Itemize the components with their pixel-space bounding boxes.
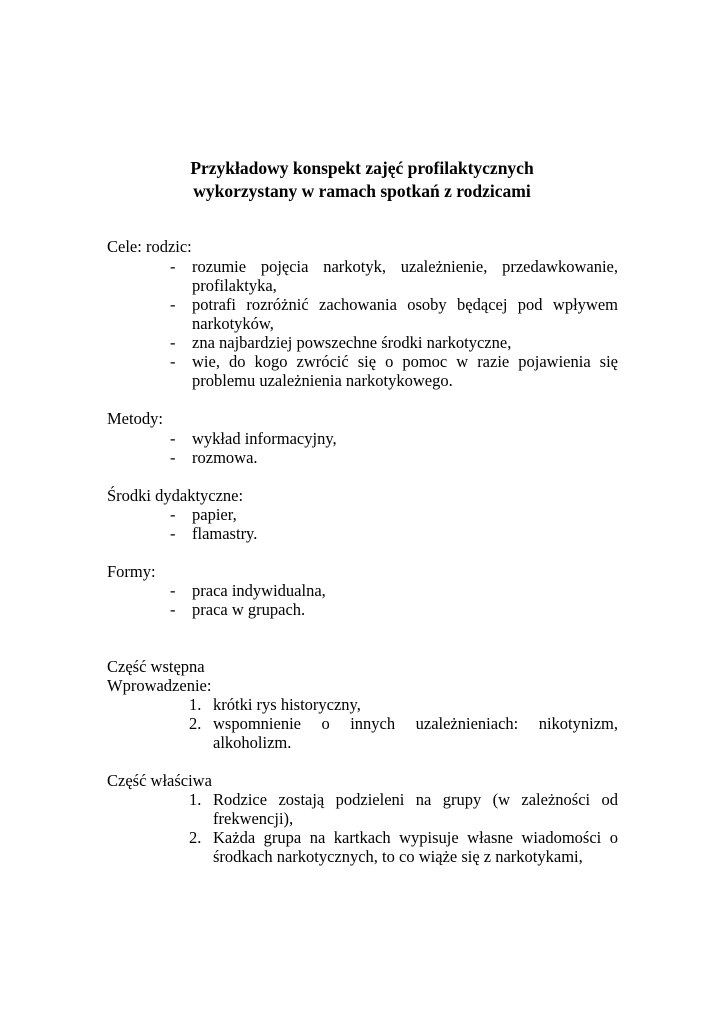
title-line-1: Przykładowy konspekt zajęć profilaktycznych (190, 158, 534, 178)
list-item-text: potrafi rozróżnić zachowania osoby będącej pod wpływem narkotyków, (192, 295, 618, 333)
list-item (170, 448, 618, 467)
goals-heading: Cele: rodzic: (107, 237, 192, 256)
materials-heading: Środki dydaktyczne: (107, 486, 244, 505)
dash-marker: - (170, 448, 176, 467)
dash-marker: - (170, 429, 176, 448)
list-item (185, 790, 618, 828)
main-part-heading: Część właściwa (107, 771, 212, 790)
dash-marker: - (170, 295, 176, 314)
dash-marker: - (170, 600, 176, 619)
dash-marker: - (170, 524, 176, 543)
list-item (170, 505, 618, 524)
number-marker: 1. (189, 790, 202, 809)
list-item (170, 295, 618, 333)
list-item (170, 429, 618, 448)
list-item (170, 257, 618, 295)
list-item-text: praca indywidualna, (192, 581, 326, 600)
dash-marker: - (170, 505, 176, 524)
intro-list (185, 695, 618, 752)
list-item (185, 695, 618, 714)
list-item (185, 828, 618, 866)
methods-heading: Metody: (107, 409, 163, 428)
number-marker: 2. (189, 828, 202, 847)
list-item-text: wie, do kogo zwrócić się o pomoc w razie pojawienia się problemu uzależnienia narkotykowego. (192, 352, 618, 390)
list-item (170, 352, 618, 390)
list-item (170, 524, 618, 543)
methods-list (170, 429, 618, 467)
list-item-text: zna najbardziej powszechne środki narkotyczne, (192, 333, 512, 352)
list-item-text: wykład informacyjny, (192, 429, 337, 448)
intro-subheading: Wprowadzenie: (107, 676, 212, 695)
list-item-text: Każda grupa na kartkach wypisuje własne wiadomości o środkach narkotycznych, to co wiąże się z narkotykami, (213, 828, 618, 866)
list-item-text: praca w grupach. (192, 600, 306, 619)
list-item (170, 581, 618, 600)
document-title (0, 157, 724, 203)
main-part-list (185, 790, 618, 866)
dash-marker: - (170, 581, 176, 600)
list-item-text: Rodzice zostają podzieleni na grupy (w zależności od frekwencji), (213, 790, 618, 828)
dash-marker: - (170, 352, 176, 371)
forms-heading: Formy: (107, 562, 156, 581)
intro-heading: Część wstępna (107, 657, 205, 676)
list-item-text: rozumie pojęcia narkotyk, uzależnienie, przedawkowanie, profilaktyka, (192, 257, 618, 295)
list-item (170, 333, 618, 352)
dash-marker: - (170, 257, 176, 276)
list-item-text: krótki rys historyczny, (213, 695, 361, 714)
goals-list (170, 257, 618, 390)
list-item-text: flamastry. (192, 524, 258, 543)
list-item-text: wspomnienie o innych uzależnieniach: nikotynizm, alkoholizm. (213, 714, 618, 752)
list-item (170, 600, 618, 619)
list-item-text: rozmowa. (192, 448, 258, 467)
dash-marker: - (170, 333, 176, 352)
list-item-text: papier, (192, 505, 237, 524)
materials-list (170, 505, 618, 543)
forms-list (170, 581, 618, 619)
number-marker: 1. (189, 695, 202, 714)
number-marker: 2. (189, 714, 202, 733)
title-line-2: wykorzystany w ramach spotkań z rodzicami (193, 181, 531, 201)
list-item (185, 714, 618, 752)
